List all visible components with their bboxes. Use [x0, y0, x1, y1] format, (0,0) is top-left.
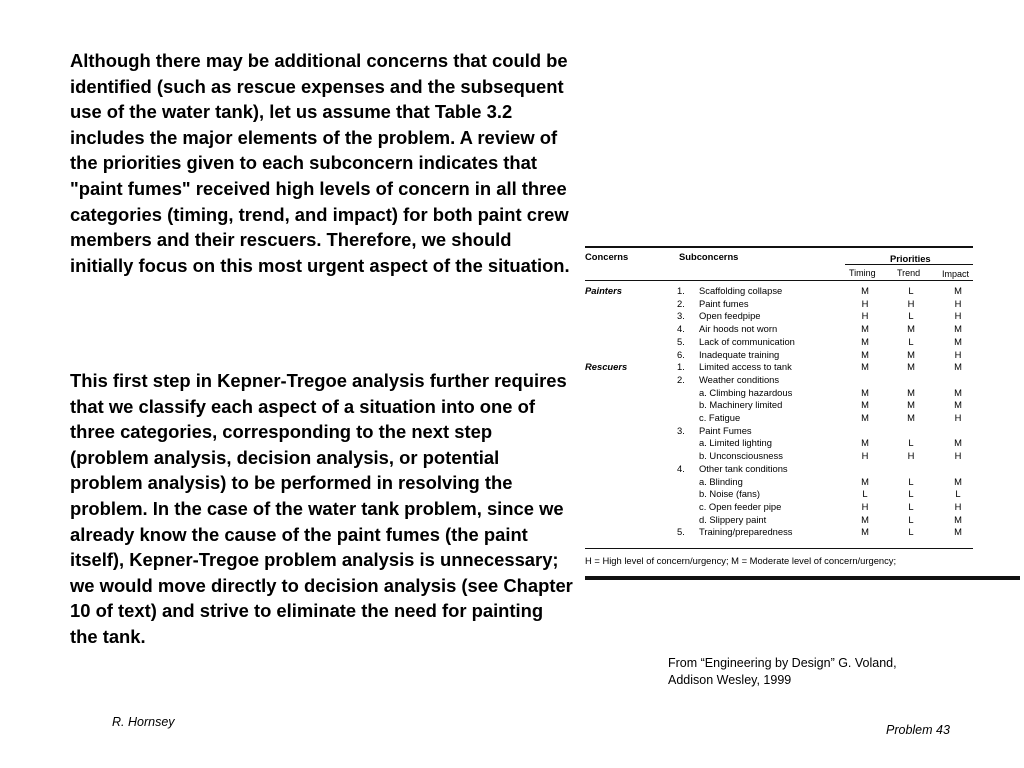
cell-trend: M — [907, 348, 915, 360]
table-row — [583, 387, 1020, 400]
group-label: Painters — [585, 285, 622, 296]
table-row — [583, 399, 1020, 412]
table-row — [583, 285, 1020, 298]
cell-num: 5. — [677, 526, 685, 538]
cell-sub: Open feedpipe — [699, 310, 761, 322]
header-priorities: Priorities — [890, 253, 931, 264]
cell-trend: L — [908, 310, 914, 322]
priorities-rule — [845, 264, 973, 265]
header-impact: Impact — [942, 269, 970, 279]
cell-sub: b. Machinery limited — [699, 399, 783, 411]
table-row — [583, 463, 1020, 476]
cell-timing: M — [861, 412, 869, 423]
footer-author: R. Hornsey — [112, 715, 175, 729]
cell-timing: M — [861, 361, 869, 373]
cell-num: 4. — [677, 462, 685, 474]
cell-impact: H — [954, 310, 962, 322]
credit-line-2: Addison Wesley, 1999 — [668, 673, 792, 687]
table-row — [583, 501, 1020, 514]
cell-timing: H — [861, 500, 869, 512]
cell-num: 6. — [677, 348, 685, 360]
cell-impact: M — [954, 475, 962, 487]
cell-sub: a. Limited lighting — [699, 437, 772, 449]
cell-trend: L — [908, 475, 914, 487]
cell-timing: L — [862, 488, 868, 500]
cell-timing: H — [861, 297, 869, 309]
cell-trend: L — [908, 500, 914, 512]
cell-trend: L — [908, 526, 914, 538]
cell-sub: a. Blinding — [699, 475, 743, 487]
table-row — [583, 514, 1020, 527]
cell-trend: L — [908, 437, 914, 449]
cell-sub: a. Climbing hazardous — [699, 386, 793, 398]
cell-impact: H — [954, 348, 962, 360]
table-row — [583, 361, 1020, 374]
cell-sub: Air hoods not worn — [699, 323, 778, 335]
cell-timing: M — [861, 475, 869, 487]
header-trend: Trend — [897, 268, 921, 278]
cell-trend: M — [907, 412, 915, 423]
cell-sub: Paint fumes — [699, 297, 749, 309]
table-row — [583, 298, 1020, 311]
table-row — [583, 488, 1020, 501]
cell-timing: M — [861, 513, 869, 525]
cell-num: 3. — [677, 310, 685, 322]
group-label: Rescuers — [585, 361, 628, 373]
cell-trend: M — [907, 361, 915, 373]
table-row — [583, 476, 1020, 489]
cell-impact: M — [954, 526, 962, 538]
cell-num: 5. — [677, 335, 685, 347]
cell-trend: M — [907, 386, 915, 398]
cell-num: 3. — [677, 424, 685, 436]
cell-impact: H — [954, 412, 962, 423]
cell-impact: H — [954, 450, 962, 462]
cell-timing: M — [861, 526, 869, 538]
header-timing: Timing — [849, 268, 876, 278]
cell-sub: Limited access to tank — [699, 361, 792, 373]
table-row — [583, 349, 1020, 362]
cell-trend: L — [908, 488, 914, 500]
table-row — [583, 374, 1020, 387]
header-concerns: Concerns — [585, 251, 629, 262]
cell-sub: c. Fatigue — [699, 412, 741, 423]
cell-trend: H — [907, 297, 915, 309]
cell-num: 1. — [677, 285, 685, 296]
header-subconcerns: Subconcerns — [679, 251, 739, 262]
cell-sub: b. Unconsciousness — [699, 450, 783, 462]
cell-sub: Scaffolding collapse — [699, 285, 783, 296]
cell-timing: M — [861, 386, 869, 398]
table-row — [583, 425, 1020, 438]
cell-trend: H — [907, 450, 915, 462]
table-row — [583, 437, 1020, 450]
table-foot-rule — [585, 548, 973, 549]
cell-timing: M — [861, 335, 869, 347]
paragraph-2: This first step in Kepner-Tregoe analysis further requires that we classify each aspect of a situation into one of three categories, corresponding to the next step (problem analysis, decision analysis, or potential problem analysis) to be performed in resolving the problem. In the case of the water tank problem, since we already know the cause of the paint fumes (the paint itself), Kepner-Tregoe problem analysis is unnecessary; we would move directly to decision analysis (see Chapter 10 of text) and strive to eliminate the need for painting the tank. — [70, 370, 573, 647]
cell-sub: Paint Fumes — [699, 424, 752, 436]
cell-sub: b. Noise (fans) — [699, 488, 760, 500]
cell-sub: Training/preparedness — [699, 526, 793, 538]
cell-sub: Other tank conditions — [699, 462, 788, 474]
cell-timing: M — [861, 348, 869, 360]
cell-sub: Inadequate training — [699, 348, 780, 360]
cell-impact: L — [955, 488, 961, 500]
cell-trend: M — [907, 399, 915, 411]
cell-impact: H — [954, 500, 962, 512]
cell-num: 2. — [677, 297, 685, 309]
footer-page: Problem 43 — [886, 723, 950, 737]
cell-timing: H — [861, 310, 869, 322]
table-row — [583, 336, 1020, 349]
cell-impact: M — [954, 361, 962, 373]
table-row — [583, 450, 1020, 463]
cell-sub: Lack of communication — [699, 335, 795, 347]
cell-impact: M — [954, 323, 962, 335]
cell-trend: L — [908, 513, 914, 525]
cell-trend: L — [908, 335, 914, 347]
cell-timing: M — [861, 399, 869, 411]
table-row — [583, 310, 1020, 323]
table-row — [583, 526, 1020, 539]
cell-impact: H — [954, 297, 962, 309]
cell-sub: c. Open feeder pipe — [699, 500, 782, 512]
cell-impact: M — [954, 386, 962, 398]
priorities-table — [583, 240, 1020, 585]
cell-sub: Weather conditions — [699, 373, 780, 385]
cell-impact: M — [954, 513, 962, 525]
table-row — [583, 323, 1020, 336]
cell-sub: d. Slippery paint — [699, 513, 767, 525]
cell-num: 2. — [677, 373, 685, 385]
cell-impact: M — [954, 335, 962, 347]
paragraph-1: Although there may be additional concerns that could be identified (such as rescue expenses and the subsequent use of the water tank), let us assume that Table 3.2 includes the major elements of the problem. A review of the priorities given to each subconcern indicates that "paint fumes" received high levels of concern in all three categories (timing, trend, and impact) for both paint crew members and their rescuers. Therefore, we should initially focus on this most urgent aspect of the situation. — [70, 50, 570, 276]
credit-line-1: From “Engineering by Design” G. Voland, — [668, 656, 897, 670]
cell-timing: M — [861, 323, 869, 335]
cell-timing: M — [861, 285, 869, 296]
table-bottom-rule — [585, 576, 1020, 580]
header-rule — [585, 280, 973, 281]
cell-trend: M — [907, 323, 915, 335]
table-top-rule — [585, 246, 973, 248]
table-row — [583, 412, 1020, 425]
cell-num: 4. — [677, 323, 685, 335]
cell-impact: M — [954, 437, 962, 449]
source-credit — [668, 655, 897, 689]
cell-timing: H — [861, 450, 869, 462]
cell-impact: M — [954, 285, 962, 296]
cell-num: 1. — [677, 361, 685, 373]
table-legend: H = High level of concern/urgency; M = Moderate level of concern/urgency; — [585, 555, 897, 566]
cell-trend: L — [908, 285, 914, 296]
cell-impact: M — [954, 399, 962, 411]
cell-timing: M — [861, 437, 869, 449]
